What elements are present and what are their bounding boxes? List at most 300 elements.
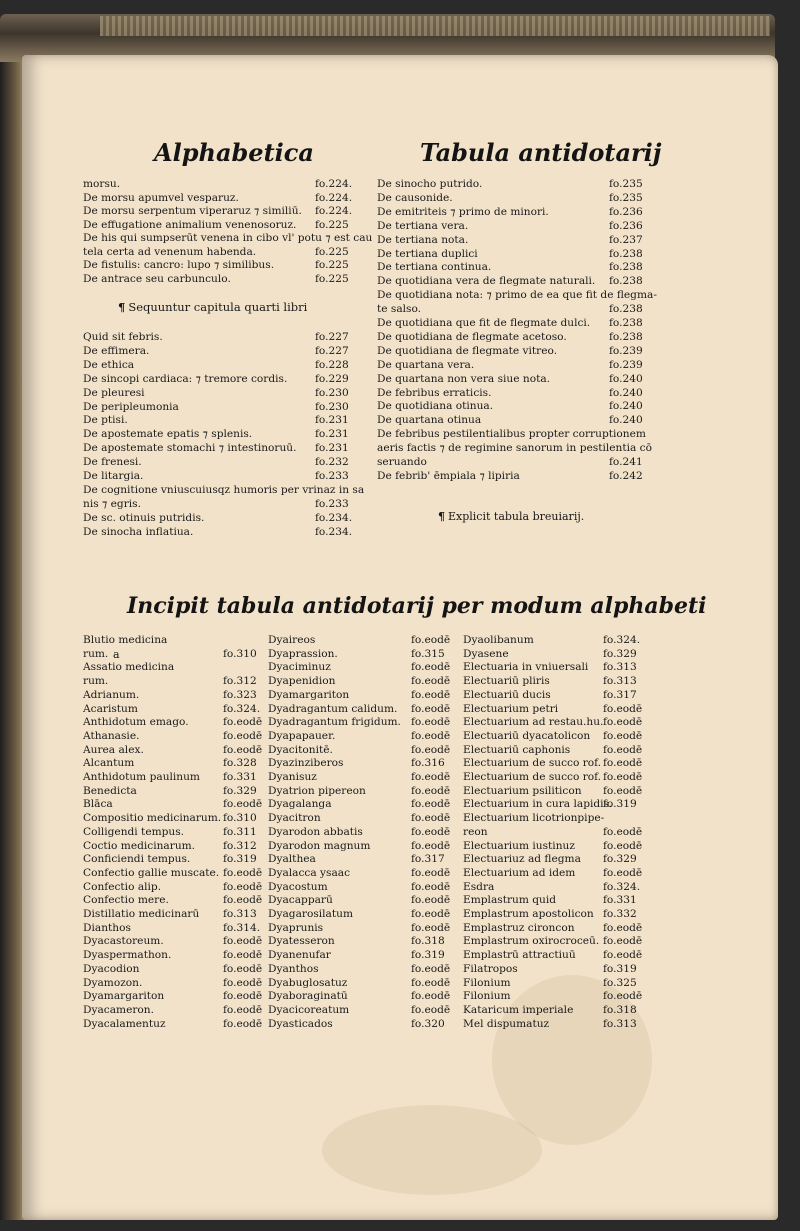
entry-folio: fo.312 xyxy=(223,839,257,852)
entry-folio: fo.eodē xyxy=(411,976,451,989)
index-entry xyxy=(83,976,268,990)
entry-title: Blutio medicina xyxy=(83,634,168,646)
entry-title: Dyamozon. xyxy=(83,976,143,989)
entry-folio: fo.224. xyxy=(315,205,353,217)
index-entry xyxy=(83,839,268,853)
entry-folio: fo.323 xyxy=(223,688,257,701)
index-entry xyxy=(463,715,648,729)
index-entry xyxy=(463,921,648,935)
entry-folio: fo.eodē xyxy=(603,702,643,715)
entry-title: Dyalthea xyxy=(268,853,316,866)
index-entry xyxy=(83,852,268,866)
entry-folio: fo.313 xyxy=(603,1017,637,1030)
index-entry xyxy=(463,660,648,674)
entry-title: Esdra xyxy=(463,880,495,893)
entry-folio: fo.eodē xyxy=(223,962,263,975)
entry-title: De frenesi. xyxy=(83,456,142,469)
entry-title: Electuarium de succo rof. xyxy=(463,771,602,783)
index-entry xyxy=(268,784,458,798)
entry-folio: fo.329 xyxy=(223,784,257,797)
index-entry xyxy=(463,702,648,716)
entry-folio: fo.331 xyxy=(603,894,637,907)
entry-title: De quotidiana otinua. xyxy=(377,400,494,413)
index-entry xyxy=(83,483,365,497)
entry-folio: fo.231 xyxy=(315,414,349,427)
entry-folio: fo.231 xyxy=(315,428,349,441)
index-entry xyxy=(83,455,365,469)
index-entry xyxy=(463,811,648,825)
index-entry xyxy=(268,1017,458,1031)
entry-title: Electuarium petri xyxy=(463,702,559,715)
entry-folio: fo.eodē xyxy=(411,784,451,797)
entry-title: morsu. xyxy=(83,178,121,190)
index-entry xyxy=(83,400,365,414)
entry-folio: fo.234. xyxy=(315,525,353,538)
entry-folio: fo.eodē xyxy=(411,866,451,879)
index-entry xyxy=(83,191,365,205)
index-entry xyxy=(377,330,659,344)
entry-title: Dyasene xyxy=(463,647,509,660)
entry-folio: fo.310 xyxy=(223,812,257,825)
index-entry xyxy=(377,177,659,191)
index-entry xyxy=(83,497,365,511)
entry-folio: fo.236 xyxy=(609,219,643,232)
entry-title: Dyaolibanum xyxy=(463,634,534,646)
index-entry xyxy=(83,372,365,386)
entry-title: Benedicta xyxy=(83,784,137,797)
index-entry xyxy=(268,893,458,907)
index-entry xyxy=(377,316,659,330)
entry-title: Dyamargariton xyxy=(268,688,350,701)
entry-folio: fo.224. xyxy=(315,178,353,190)
entry-folio: fo.324. xyxy=(603,880,641,893)
entry-title: Dyagalanga xyxy=(268,798,332,811)
entry-folio: fo.eodē xyxy=(411,839,451,852)
index-entry xyxy=(83,756,268,770)
entry-folio: fo.229 xyxy=(315,372,349,385)
entry-title: De sinocho putrido. xyxy=(377,178,483,190)
index-entry xyxy=(268,660,458,674)
entry-title: Dyatesseron xyxy=(268,935,335,948)
entry-folio: fo.236 xyxy=(609,205,643,218)
index-entry xyxy=(83,921,268,935)
index-entry xyxy=(83,729,268,743)
entry-folio: fo.242 xyxy=(609,469,643,482)
index-entry xyxy=(268,907,458,921)
index-entry xyxy=(268,1003,458,1017)
entry-folio: fo.319 xyxy=(603,962,637,975)
index-entry xyxy=(83,770,268,784)
entry-folio: fo.eodē xyxy=(603,839,643,852)
entry-folio: fo.233 xyxy=(315,470,349,482)
index-entry xyxy=(268,948,458,962)
entry-title: De antrace seu carbunculo. xyxy=(83,272,231,285)
page-stain xyxy=(322,1105,542,1195)
running-head-left: Alphabetica xyxy=(154,138,314,167)
index-entry xyxy=(377,233,659,247)
entry-folio: fo.225 xyxy=(315,245,349,258)
entry-folio: fo.eodē xyxy=(603,921,643,934)
index-entry xyxy=(268,866,458,880)
index-entry xyxy=(83,511,365,525)
entry-folio: fo.234. xyxy=(315,511,353,524)
index-entry xyxy=(268,688,458,702)
entry-folio: fo.eodē xyxy=(603,743,643,756)
entry-title: Dyapenidion xyxy=(268,675,336,688)
entry-folio: fo.311 xyxy=(223,825,257,838)
index-entry xyxy=(463,825,648,839)
index-entry xyxy=(83,469,365,483)
entry-title: De quotidiana de flegmate vitreo. xyxy=(377,344,558,357)
entry-folio: fo.eodē xyxy=(411,771,451,783)
entry-title: De tertiana nota. xyxy=(377,233,469,246)
entry-title: De quotidiana de flegmate acetoso. xyxy=(377,330,567,343)
entry-title: Coctio medicinarum. xyxy=(83,839,196,852)
entry-folio: fo.230 xyxy=(315,400,349,413)
index-entry xyxy=(463,948,648,962)
entry-title: Aurea alex. xyxy=(83,743,144,756)
entry-folio: fo.eodē xyxy=(411,675,451,688)
entry-title: Electuariū ducis xyxy=(463,688,551,701)
entry-folio: fo.eodē xyxy=(411,798,451,811)
entry-title: De sc. otinuis putridis. xyxy=(83,511,205,524)
entry-folio: fo.eodē xyxy=(223,949,263,962)
entry-folio: fo.225 xyxy=(315,218,349,231)
entry-title: Alcantum xyxy=(83,757,135,770)
entry-title: Assatio medicina xyxy=(83,661,175,674)
entry-folio: fo.eodē xyxy=(603,949,643,962)
entry-folio: fo.240 xyxy=(609,372,643,385)
entry-folio: fo.231 xyxy=(315,442,349,455)
entry-title: De pleuresi xyxy=(83,386,145,399)
index-entry xyxy=(83,358,365,372)
entry-title: Electuarium iustinuz xyxy=(463,839,575,852)
entry-title: tela certa ad venenum habenda. xyxy=(83,245,257,258)
entry-title: Dyasticados xyxy=(268,1017,333,1030)
index-entry xyxy=(463,852,648,866)
index-entry xyxy=(83,893,268,907)
entry-title: Dyapapauer. xyxy=(268,729,336,742)
index-entry xyxy=(377,441,659,455)
entry-folio: fo.eodē xyxy=(411,716,451,729)
entry-title: De quartana non vera siue nota. xyxy=(377,372,551,385)
entry-title: De effugatione animalium venenosoruz. xyxy=(83,218,297,231)
entry-title: Dyaspermathon. xyxy=(83,949,172,962)
entry-title: De quartana otinua xyxy=(377,414,482,427)
entry-title: Electuarium in cura lapidis. xyxy=(463,798,613,811)
entry-folio: fo.224. xyxy=(315,191,353,204)
entry-folio: fo.eodē xyxy=(411,825,451,838)
entry-title: Compositio medicinarum. xyxy=(83,812,222,825)
index-entry xyxy=(377,344,659,358)
entry-title: Quid sit febris. xyxy=(83,331,163,343)
index-entry xyxy=(463,784,648,798)
entry-folio: fo.319 xyxy=(603,798,637,811)
index-entry xyxy=(377,205,659,219)
entry-folio: fo.eodē xyxy=(223,729,263,742)
explicit-line xyxy=(438,510,584,523)
index-entry xyxy=(83,177,365,191)
index-entry xyxy=(268,633,458,647)
index-entry xyxy=(268,729,458,743)
index-entry xyxy=(83,633,268,647)
entry-folio: fo.eodē xyxy=(411,688,451,701)
index-entry xyxy=(377,191,659,205)
entry-folio: fo.319 xyxy=(223,853,257,866)
index-entry xyxy=(268,770,458,784)
entry-title: Dyaciminuz xyxy=(268,661,331,674)
entry-title: Colligendi tempus. xyxy=(83,825,185,838)
entry-folio: fo.230 xyxy=(315,386,349,399)
entry-folio: fo.eodē xyxy=(223,743,263,756)
index-entry xyxy=(463,1003,648,1017)
entry-folio: fo.eodē xyxy=(411,661,451,674)
entry-title: Blāca xyxy=(83,798,113,811)
index-entry xyxy=(377,288,659,302)
book-fore-edge-marbling xyxy=(100,16,770,36)
entry-title: Emplastrum oxirocroceū. xyxy=(463,935,600,948)
entry-folio: fo.328 xyxy=(223,757,257,770)
entry-title: Confectio alip. xyxy=(83,880,162,893)
entry-title: Mel dispumatuz xyxy=(463,1017,550,1030)
entry-title: Dyazinziberos xyxy=(268,757,344,770)
entry-folio: fo.eodē xyxy=(411,812,451,825)
entry-title: nis ⁊ egris. xyxy=(83,497,141,510)
entry-folio: fo.eodē xyxy=(411,990,451,1003)
entry-title: Dianthos xyxy=(83,921,131,934)
entry-title: Dyarodon abbatis xyxy=(268,825,363,838)
entry-folio: fo.325 xyxy=(603,976,637,989)
index-entry xyxy=(268,647,458,661)
entry-title: Emplastruz cironcon xyxy=(463,921,575,934)
entry-folio: fo.238 xyxy=(609,261,643,274)
entry-title: Dyaprunis xyxy=(268,921,324,934)
index-entry xyxy=(377,219,659,233)
entry-title: De apostemate epatis ⁊ splenis. xyxy=(83,428,253,441)
entry-title: Electuariū dyacatolicon xyxy=(463,729,591,742)
entry-folio: fo.eodē xyxy=(603,866,643,879)
entry-folio: fo.eodē xyxy=(411,921,451,934)
entry-title: Electuariuz ad flegma xyxy=(463,853,581,866)
entry-folio: fo.227 xyxy=(315,344,349,357)
entry-title: Dyaireos xyxy=(268,634,316,646)
entry-folio: fo.238 xyxy=(609,303,643,316)
entry-folio: fo.eodē xyxy=(411,634,451,646)
index-entry xyxy=(83,715,268,729)
entry-title: Dyarodon magnum xyxy=(268,839,371,852)
entry-title: Dyacastoreum. xyxy=(83,935,164,948)
entry-title: De tertiana continua. xyxy=(377,261,492,274)
entry-title: Dyacitron xyxy=(268,812,321,825)
entry-title: De tertiana vera. xyxy=(377,219,469,232)
index-entry xyxy=(463,976,648,990)
entry-folio: fo.240 xyxy=(609,386,643,399)
index-entry xyxy=(463,880,648,894)
index-entry xyxy=(83,880,268,894)
entry-title: De ethica xyxy=(83,358,135,371)
entry-folio: fo.324. xyxy=(223,702,261,715)
index-entry xyxy=(268,743,458,757)
index-entry xyxy=(268,839,458,853)
index-entry xyxy=(268,934,458,948)
entry-folio: fo.237 xyxy=(609,233,643,246)
entry-title: Acaristum xyxy=(83,702,138,715)
entry-title: Anthidotum paulinum xyxy=(83,771,200,783)
entry-title: Electuarium de succo rof. xyxy=(463,757,602,770)
entry-title: De fistulis: cancro: lupo ⁊ similibus. xyxy=(83,259,275,271)
entry-folio: fo.239 xyxy=(609,358,643,371)
entry-title: Dyacodion xyxy=(83,962,140,975)
entry-title: te salso. xyxy=(377,303,422,316)
index-entry xyxy=(83,866,268,880)
index-entry xyxy=(268,921,458,935)
entry-folio: fo.eodē xyxy=(411,962,451,975)
entry-title: Dyadragantum frigidum. xyxy=(268,716,401,729)
index-entry xyxy=(83,825,268,839)
entry-title: De sinocha inflatiua. xyxy=(83,525,194,538)
entry-title: Dyabuglosatuz xyxy=(268,976,348,989)
entry-folio: fo.eodē xyxy=(603,757,643,770)
entry-title: Emplastrum apostolicon xyxy=(463,908,594,920)
entry-title: De his qui sumpserūt venena in cibo vl' potu ⁊ est cau xyxy=(83,232,373,244)
index-entry xyxy=(83,811,268,825)
index-entry xyxy=(377,260,659,274)
index-entry xyxy=(83,797,268,811)
entry-title: De sincopi cardiaca: ⁊ tremore cordis. xyxy=(83,372,288,385)
index-entry xyxy=(83,948,268,962)
entry-title: De effimera. xyxy=(83,344,150,357)
entry-title: Dyacameron. xyxy=(83,1003,154,1016)
entry-title: Adrianum. xyxy=(83,688,140,701)
entry-title: Conficiendi tempus. xyxy=(83,853,191,866)
entry-title: rum. xyxy=(83,647,109,660)
entry-title: rum. xyxy=(83,675,109,688)
entry-folio: fo.eodē xyxy=(603,716,643,729)
entry-title: seruando xyxy=(377,456,427,468)
entry-folio: fo.329 xyxy=(603,647,637,660)
entry-title: Emplastrum quid xyxy=(463,894,557,907)
index-entry xyxy=(463,688,648,702)
entry-folio: fo.310 xyxy=(223,647,257,660)
entry-folio: fo.232 xyxy=(315,456,349,469)
entry-folio: fo.238 xyxy=(609,275,643,288)
index-entry xyxy=(83,525,365,539)
entry-title: De febribus erraticis. xyxy=(377,386,492,399)
entry-title: Dyacicoreatum xyxy=(268,1003,350,1016)
entry-title: De febribus pestilentialibus propter corruptionem xyxy=(377,428,646,441)
entry-folio: fo.313 xyxy=(223,908,257,920)
index-entry xyxy=(463,756,648,770)
entry-folio: fo.235 xyxy=(609,191,643,204)
entry-folio: fo.eodē xyxy=(223,935,263,948)
index-entry xyxy=(83,962,268,976)
index-entry xyxy=(463,934,648,948)
entry-title: Kataricum imperiale xyxy=(463,1003,574,1016)
entry-folio: fo.eodē xyxy=(411,743,451,756)
entry-folio: fo.eodē xyxy=(411,1003,451,1016)
entry-folio: fo.225 xyxy=(315,272,349,285)
entry-folio: fo.318 xyxy=(603,1003,637,1016)
entry-folio: fo.225 xyxy=(315,259,349,271)
index-entry xyxy=(377,247,659,261)
index-entry xyxy=(463,907,648,921)
entry-title: De morsu serpentum viperaruz ⁊ similiū. xyxy=(83,205,302,217)
index-entry xyxy=(83,413,365,427)
index-entry xyxy=(83,1017,268,1031)
entry-title: Distillatio medicinarū xyxy=(83,908,200,920)
entry-folio: fo.eodē xyxy=(411,702,451,715)
entry-folio: fo.313 xyxy=(603,675,637,688)
pilcrow-icon: ¶ xyxy=(118,300,126,314)
entry-folio: fo.eodē xyxy=(411,729,451,742)
entry-title: De tertiana duplici xyxy=(377,247,478,260)
entry-title: Electuarium licotrionpipe- xyxy=(463,812,605,825)
index-entry xyxy=(268,989,458,1003)
entry-title: Anthidotum emago. xyxy=(83,716,189,729)
index-entry xyxy=(83,330,365,344)
entry-title: De quotidiana vera de flegmate naturali. xyxy=(377,275,596,288)
entry-folio: fo.eodē xyxy=(223,866,263,879)
entry-title: De quotidiana que fit de flegmate dulci. xyxy=(377,317,591,329)
entry-folio: fo.eodē xyxy=(223,976,263,989)
entry-folio: fo.227 xyxy=(315,331,349,343)
entry-folio: fo.eodē xyxy=(223,990,263,1003)
entry-title: Dyanisuz xyxy=(268,771,317,783)
explicit-text: Explicit tabula breuiarij. xyxy=(448,510,585,523)
entry-folio: fo.320 xyxy=(411,1017,445,1030)
antidotary-title: Incipit tabula antidotarij per modum alphabeti xyxy=(127,593,707,619)
entry-folio: fo.316 xyxy=(411,757,445,770)
pilcrow-icon: ¶ xyxy=(438,510,445,523)
index-entry xyxy=(377,427,659,441)
index-entry xyxy=(463,770,648,784)
entry-title: Electuariū pliris xyxy=(463,675,550,688)
index-entry xyxy=(268,825,458,839)
entry-folio: fo.329 xyxy=(603,853,637,866)
entry-title: Dyatrion pipereon xyxy=(268,784,366,797)
entry-folio: fo.314. xyxy=(223,921,261,934)
index-entry xyxy=(83,386,365,400)
index-entry xyxy=(463,1017,648,1031)
index-entry xyxy=(83,204,365,218)
entry-title: De causonide. xyxy=(377,191,453,204)
entry-folio: fo.eodē xyxy=(603,825,643,838)
index-entry xyxy=(83,674,268,688)
entry-folio: fo.eodē xyxy=(603,935,643,948)
index-entry xyxy=(83,258,365,272)
index-entry xyxy=(83,934,268,948)
entry-folio: fo.eodē xyxy=(223,1017,263,1030)
index-entry xyxy=(377,302,659,316)
entry-title: Dyacostum xyxy=(268,880,328,893)
sequuntur-text: Sequuntur capitula quarti libri xyxy=(128,300,308,314)
index-entry xyxy=(377,372,659,386)
entry-title: Dyacitonitē. xyxy=(268,743,333,756)
entry-title: Filatropos xyxy=(463,962,518,975)
entry-folio: fo.332 xyxy=(603,908,637,920)
entry-title: Confectio gallie muscate. xyxy=(83,866,220,879)
running-head-right: Tabula antidotarij xyxy=(420,138,662,167)
entry-title: De febrib' ēmpiala ⁊ lipiria xyxy=(377,469,520,482)
index-entry xyxy=(83,218,365,232)
entry-title: Dyadragantum calidum. xyxy=(268,702,398,715)
entry-folio: fo.313 xyxy=(603,661,637,674)
entry-title: Electuarium psiliticon xyxy=(463,784,582,797)
entry-folio: fo.238 xyxy=(609,317,643,329)
entry-folio: fo.238 xyxy=(609,247,643,260)
entry-folio: fo.318 xyxy=(411,935,445,948)
index-entry xyxy=(83,344,365,358)
